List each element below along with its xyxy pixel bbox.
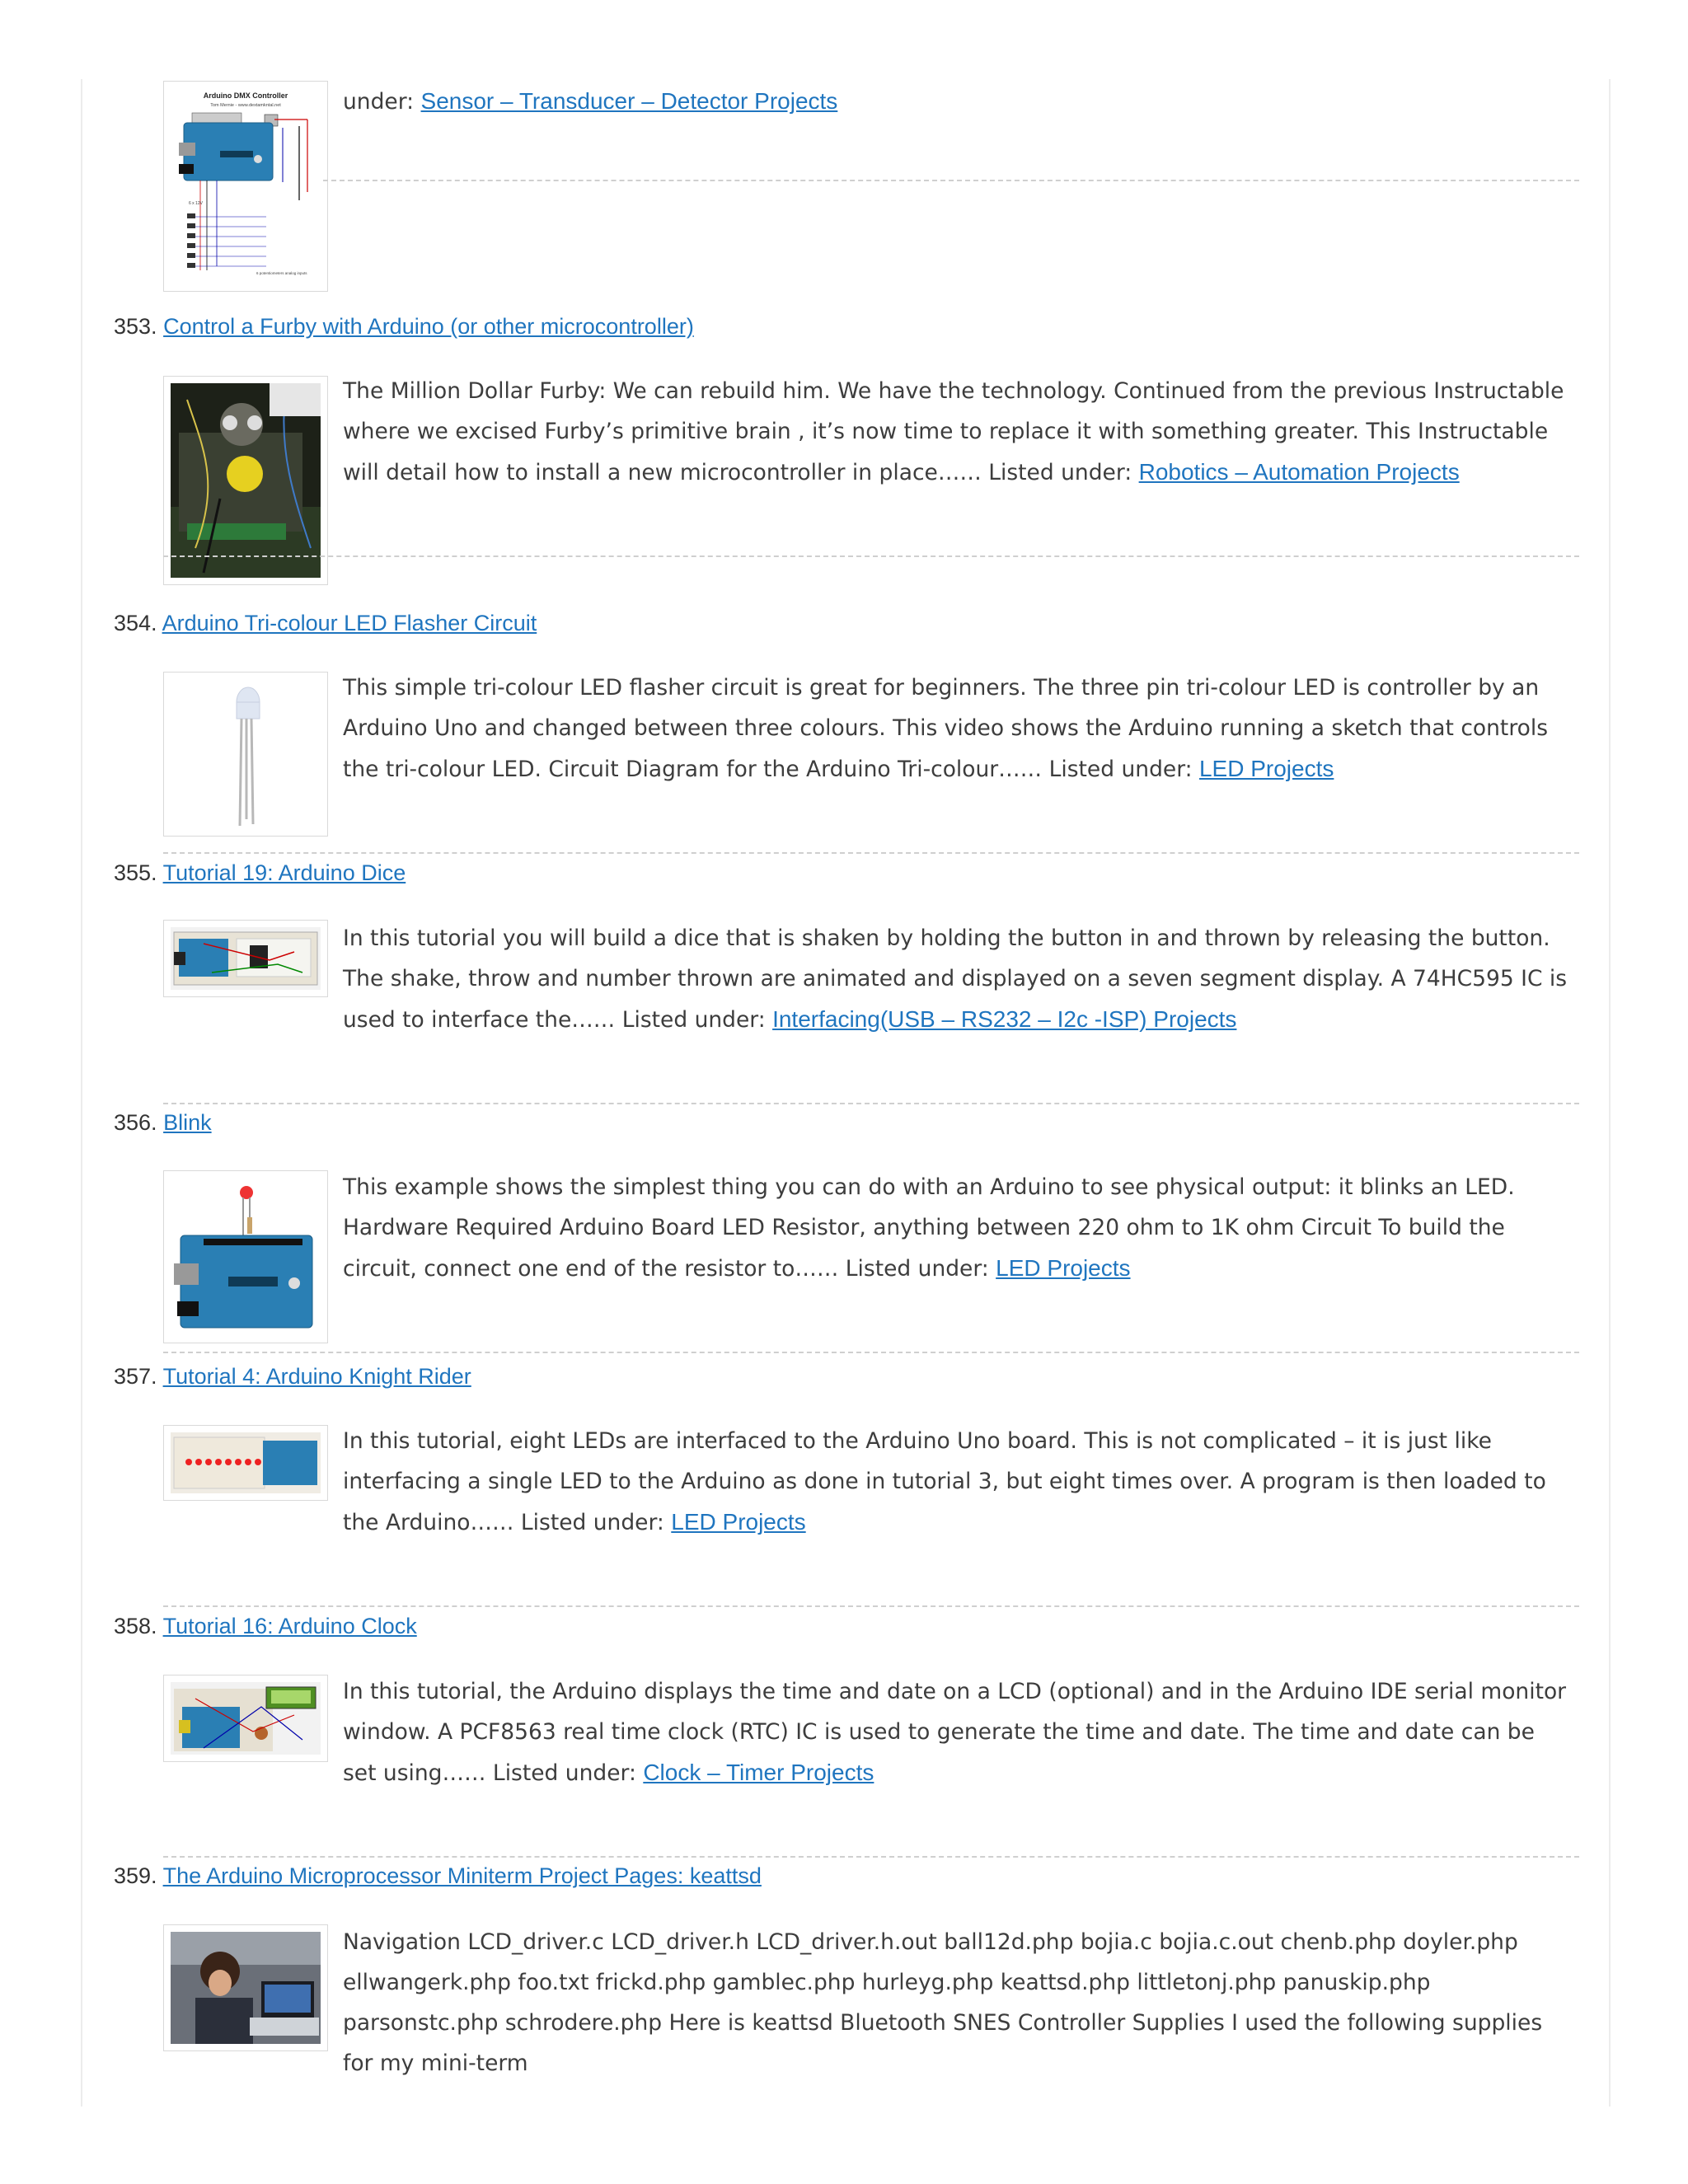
project-359-description — [343, 1922, 1571, 2083]
separator — [163, 555, 1579, 557]
project-353-title-row — [114, 310, 694, 343]
description-text: In this tutorial, eight LEDs are interfaced to the Arduino Uno board. This is not complicated – it is just like interfacing a single LED to the Arduino as done in tutorial 3, but eight times over. A program is then loaded to the Arduino…… Listed under: — [343, 1428, 1546, 1535]
project-number: 358. — [114, 1614, 157, 1638]
project-358-description — [343, 1671, 1571, 1793]
project-number: 359. — [114, 1863, 157, 1888]
project-title-link[interactable]: Arduino Tri-colour LED Flasher Circuit — [162, 611, 537, 635]
project-thumbnail-furby[interactable] — [163, 376, 328, 585]
separator — [163, 1103, 1579, 1104]
project-355-title-row — [114, 856, 406, 889]
separator — [163, 1605, 1579, 1607]
separator — [163, 1352, 1579, 1353]
project-title-link[interactable]: Tutorial 19: Arduino Dice — [162, 860, 406, 885]
category-link[interactable]: LED Projects — [996, 1255, 1131, 1281]
diagram-title: Arduino DMX Controller — [203, 91, 288, 100]
separator — [323, 180, 1579, 181]
category-link[interactable]: LED Projects — [1198, 756, 1334, 781]
project-354-title-row — [114, 607, 537, 640]
project-359-title-row — [114, 1859, 762, 1892]
project-number: 354. — [114, 611, 157, 635]
project-title-link[interactable]: Tutorial 16: Arduino Clock — [162, 1614, 417, 1638]
project-title-link[interactable]: The Arduino Microprocessor Miniterm Project Pages: keattsd — [162, 1863, 762, 1888]
category-link[interactable]: LED Projects — [671, 1509, 806, 1535]
project-number: 353. — [114, 314, 157, 339]
category-link[interactable]: Robotics – Automation Projects — [1138, 459, 1460, 485]
diagram-label-a: 6 x 12V — [189, 201, 203, 206]
project-thumbnail-knight-rider[interactable] — [163, 1425, 328, 1501]
led-photo — [171, 679, 321, 829]
clock-photo — [171, 1682, 321, 1755]
project-356-description — [343, 1167, 1571, 1289]
separator — [163, 852, 1579, 854]
project-352-description — [343, 81, 1571, 122]
project-title-link[interactable]: Tutorial 4: Arduino Knight Rider — [162, 1364, 471, 1389]
listed-under-label: under: — [343, 89, 415, 115]
diagram-label-b: 6 potentiometers analog inputs — [256, 271, 307, 275]
furby-photo — [171, 383, 321, 578]
separator — [163, 1856, 1579, 1858]
project-title-link[interactable]: Blink — [163, 1110, 212, 1135]
diagram-subtitle: Tom Mernie - www.dextamkntal.net — [210, 103, 281, 108]
dice-photo — [171, 927, 321, 990]
project-thumbnail-clock[interactable] — [163, 1675, 328, 1762]
project-number: 357. — [114, 1364, 157, 1389]
description-text: In this tutorial you will build a dice that is shaken by holding the button in and thrown by releasing the button. The shake, throw and number thrown are animated and displayed on a seven segment display. A 74HC595 IC is used to interface the…… Listed under: — [343, 926, 1568, 1033]
category-link[interactable]: Interfacing(USB – RS232 – I2c -ISP) Projects — [772, 1006, 1237, 1032]
blink-diagram — [171, 1178, 321, 1336]
project-357-description — [343, 1421, 1571, 1543]
project-number: 355. — [114, 860, 157, 885]
content-right-border — [1609, 79, 1611, 2107]
description-text: Navigation LCD_driver.c LCD_driver.h LCD_driver.h.out ball12d.php bojia.c bojia.c.out chenb.php doyler.php ellwangerk.php foo.txt frickd.php gamblec.php hurleyg.php keattsd.php littletonj.php panuskip.php parsonstc.php schrodere.php Here is keattsd Bluetooth SNES Controller Supplies I used the following supplies for my mini-term — [343, 1929, 1543, 2076]
category-link[interactable]: Sensor – Transducer – Detector Projects — [420, 88, 838, 114]
project-thumbnail-dice[interactable] — [163, 920, 328, 997]
project-358-title-row — [114, 1610, 417, 1643]
project-thumbnail-tricolour-led[interactable] — [163, 672, 328, 837]
project-353-description — [343, 371, 1571, 493]
description-text: In this tutorial, the Arduino displays the time and date on a LCD (optional) and in the Arduino IDE serial monitor window. A PCF8563 real time clock (RTC) IC is used to generate the time and date. The time and date can be set using…… Listed under: — [343, 1679, 1567, 1786]
project-356-title-row — [114, 1106, 212, 1139]
project-357-title-row — [114, 1360, 471, 1393]
project-354-description — [343, 668, 1571, 790]
description-text: The Million Dollar Furby: We can rebuild him. We have the technology. Continued from the previous Instructable where we excised Furby’s primitive brain , it’s now time to replace it with something greater. This Instructable will detail how to install a new microcontroller in place…… Listed under: — [343, 378, 1564, 485]
project-thumbnail-miniterm[interactable] — [163, 1924, 328, 2051]
miniterm-photo — [171, 1932, 321, 2044]
description-text: This simple tri-colour LED flasher circuit is great for beginners. The three pin tri-colour LED is controller by an Arduino Uno and changed between three colours. This video shows the Arduino running a sketch that controls the tri-colour LED. Circuit Diagram for the Arduino Tri-colour…… Listed under: — [343, 675, 1549, 782]
project-355-description — [343, 918, 1571, 1040]
description-text: This example shows the simplest thing you can do with an Arduino to see physical output: it blinks an LED. Hardware Required Arduino Board LED Resistor, anything between 220 ohm to 1K ohm Circuit To build the circuit, connect one end of the resistor to…… Listed under: — [343, 1174, 1515, 1282]
knight-rider-photo — [171, 1432, 321, 1493]
project-thumbnail-dmx-controller[interactable] — [163, 81, 328, 292]
project-thumbnail-blink[interactable] — [163, 1170, 328, 1343]
category-link[interactable]: Clock – Timer Projects — [643, 1760, 874, 1785]
content-left-border — [81, 79, 82, 2107]
project-number: 356. — [114, 1110, 157, 1135]
project-title-link[interactable]: Control a Furby with Arduino (or other microcontroller) — [163, 314, 694, 339]
dmx-controller-diagram — [167, 85, 324, 288]
